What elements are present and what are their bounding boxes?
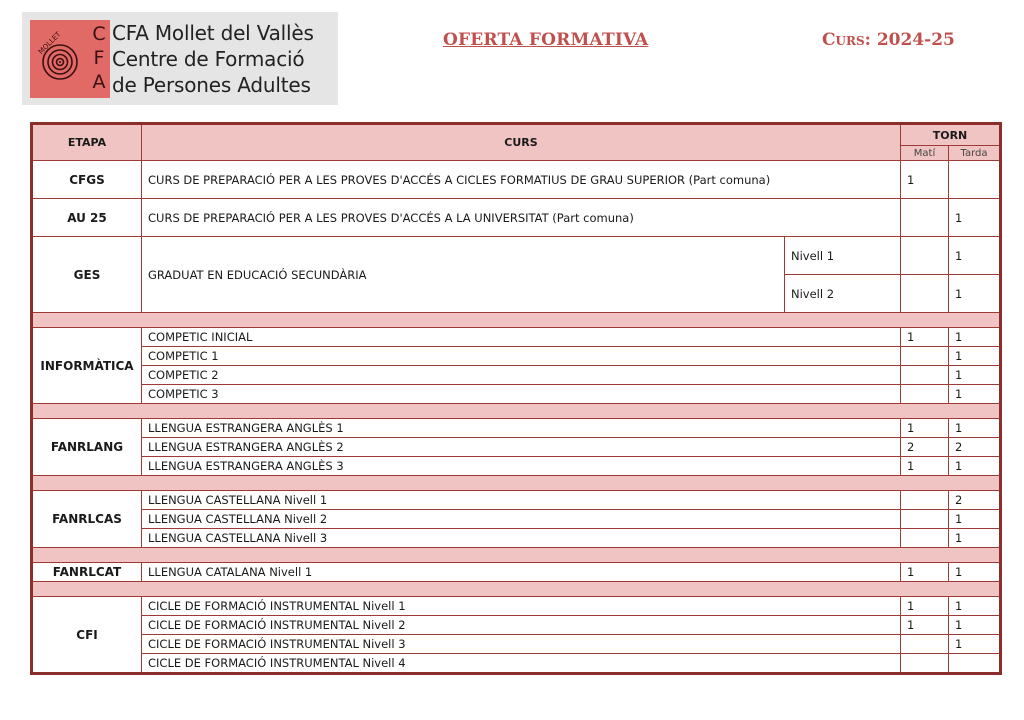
mati-cell: 1	[901, 161, 949, 199]
mati-cell	[901, 275, 949, 313]
tarda-cell: 1	[949, 237, 1001, 275]
mati-cell: 1	[901, 563, 949, 582]
curs-year-label: Curs: 2024-25	[822, 30, 955, 50]
tarda-cell: 1	[949, 385, 1001, 404]
level-cell: Nivell 1	[785, 237, 901, 275]
etapa-au25: AU 25	[32, 199, 142, 237]
mati-cell	[901, 366, 949, 385]
etapa-cfi: CFI	[32, 597, 142, 674]
tarda-cell: 1	[949, 616, 1001, 635]
tarda-cell: 2	[949, 491, 1001, 510]
header-tarda: Tarda	[949, 146, 1001, 161]
course-cell: COMPETIC INICIAL	[142, 328, 901, 347]
mati-cell: 1	[901, 328, 949, 347]
course-cell: CICLE DE FORMACIÓ INSTRUMENTAL Nivell 3	[142, 635, 901, 654]
logo-letter-a: A	[92, 71, 106, 93]
mati-cell: 2	[901, 438, 949, 457]
table-row	[32, 616, 1001, 635]
separator-row	[32, 548, 1001, 563]
course-cell: LLENGUA ESTRANGERA ANGLÈS 3	[142, 457, 901, 476]
header-mati: Matí	[901, 146, 949, 161]
course-cell: CICLE DE FORMACIÓ INSTRUMENTAL Nivell 2	[142, 616, 901, 635]
table-row	[32, 385, 1001, 404]
separator-row	[32, 404, 1001, 419]
separator-row	[32, 313, 1001, 328]
table-row	[32, 347, 1001, 366]
table-header-row	[32, 124, 1001, 146]
table-row	[32, 457, 1001, 476]
mati-cell	[901, 347, 949, 366]
course-cell: COMPETIC 2	[142, 366, 901, 385]
course-cell: LLENGUA CASTELLANA Nivell 1	[142, 491, 901, 510]
tarda-cell: 1	[949, 199, 1001, 237]
document-title: OFERTA FORMATIVA	[443, 30, 649, 50]
mati-cell	[901, 510, 949, 529]
course-cell: GRADUAT EN EDUCACIÓ SECUNDÀRIA	[142, 237, 785, 313]
mati-cell	[901, 529, 949, 548]
logo-letter-f: F	[93, 47, 105, 69]
course-cell: CICLE DE FORMACIÓ INSTRUMENTAL Nivell 4	[142, 654, 901, 674]
table-row	[32, 366, 1001, 385]
tarda-cell: 1	[949, 457, 1001, 476]
level-cell: Nivell 2	[785, 275, 901, 313]
logo-letter-c: C	[92, 23, 106, 45]
table-row	[32, 491, 1001, 510]
table-row	[32, 654, 1001, 674]
logo-line-1: CFA Mollet del Vallès	[112, 21, 314, 45]
table-row	[32, 529, 1001, 548]
mati-cell	[901, 237, 949, 275]
etapa-fanrlcat: FANRLCAT	[32, 563, 142, 582]
table-row	[32, 563, 1001, 582]
course-cell: LLENGUA ESTRANGERA ANGLÈS 1	[142, 419, 901, 438]
course-cell: LLENGUA CASTELLANA Nivell 3	[142, 529, 901, 548]
course-cell: CURS DE PREPARACIÓ PER A LES PROVES D'ACCÉS A LA UNIVERSITAT (Part comuna)	[142, 199, 901, 237]
course-cell: COMPETIC 1	[142, 347, 901, 366]
tarda-cell	[949, 161, 1001, 199]
course-cell: COMPETIC 3	[142, 385, 901, 404]
etapa-ges: GES	[32, 237, 142, 313]
course-cell: LLENGUA CATALANA Nivell 1	[142, 563, 901, 582]
course-cell: LLENGUA CASTELLANA Nivell 2	[142, 510, 901, 529]
table-row	[32, 328, 1001, 347]
tarda-cell: 2	[949, 438, 1001, 457]
logo-line-3: de Persones Adultes	[112, 73, 311, 97]
logo-line-2: Centre de Formació	[112, 47, 305, 71]
tarda-cell: 1	[949, 597, 1001, 616]
mati-cell	[901, 654, 949, 674]
tarda-cell: 1	[949, 328, 1001, 347]
mati-cell	[901, 491, 949, 510]
logo-letters	[88, 22, 110, 94]
mati-cell: 1	[901, 616, 949, 635]
tarda-cell: 1	[949, 635, 1001, 654]
mati-cell	[901, 199, 949, 237]
svg-text:MOLLET: MOLLET	[36, 30, 63, 56]
mati-cell: 1	[901, 597, 949, 616]
tarda-cell: 1	[949, 419, 1001, 438]
mati-cell: 1	[901, 419, 949, 438]
courses-table	[30, 122, 1002, 675]
separator-row	[32, 476, 1001, 491]
mati-cell	[901, 385, 949, 404]
tarda-cell: 1	[949, 366, 1001, 385]
etapa-cfgs: CFGS	[32, 161, 142, 199]
tarda-cell: 1	[949, 563, 1001, 582]
header-etapa: ETAPA	[32, 124, 142, 161]
table-row-ges-1	[32, 237, 1001, 275]
course-cell: CICLE DE FORMACIÓ INSTRUMENTAL Nivell 1	[142, 597, 901, 616]
table-row	[32, 510, 1001, 529]
table-row-au25	[32, 199, 1001, 237]
logo-mark	[30, 20, 110, 98]
course-cell: LLENGUA ESTRANGERA ANGLÈS 2	[142, 438, 901, 457]
mati-cell	[901, 635, 949, 654]
table-row-cfgs	[32, 161, 1001, 199]
table-row	[32, 597, 1001, 616]
table-row	[32, 438, 1001, 457]
etapa-informatica: INFORMÀTICA	[32, 328, 142, 404]
tarda-cell	[949, 654, 1001, 674]
tarda-cell: 1	[949, 510, 1001, 529]
separator-row	[32, 582, 1001, 597]
cfa-logo	[22, 12, 338, 105]
header-curs: CURS	[142, 124, 901, 161]
etapa-fanrlang: FANRLANG	[32, 419, 142, 476]
header-torn: TORN	[901, 124, 1001, 146]
etapa-fanrlcas: FANRLCAS	[32, 491, 142, 548]
table-row	[32, 419, 1001, 438]
tarda-cell: 1	[949, 275, 1001, 313]
table-row	[32, 635, 1001, 654]
tarda-cell: 1	[949, 347, 1001, 366]
course-cell: CURS DE PREPARACIÓ PER A LES PROVES D'ACCÉS A CICLES FORMATIUS DE GRAU SUPERIOR (Part comuna)	[142, 161, 901, 199]
tarda-cell: 1	[949, 529, 1001, 548]
mati-cell: 1	[901, 457, 949, 476]
